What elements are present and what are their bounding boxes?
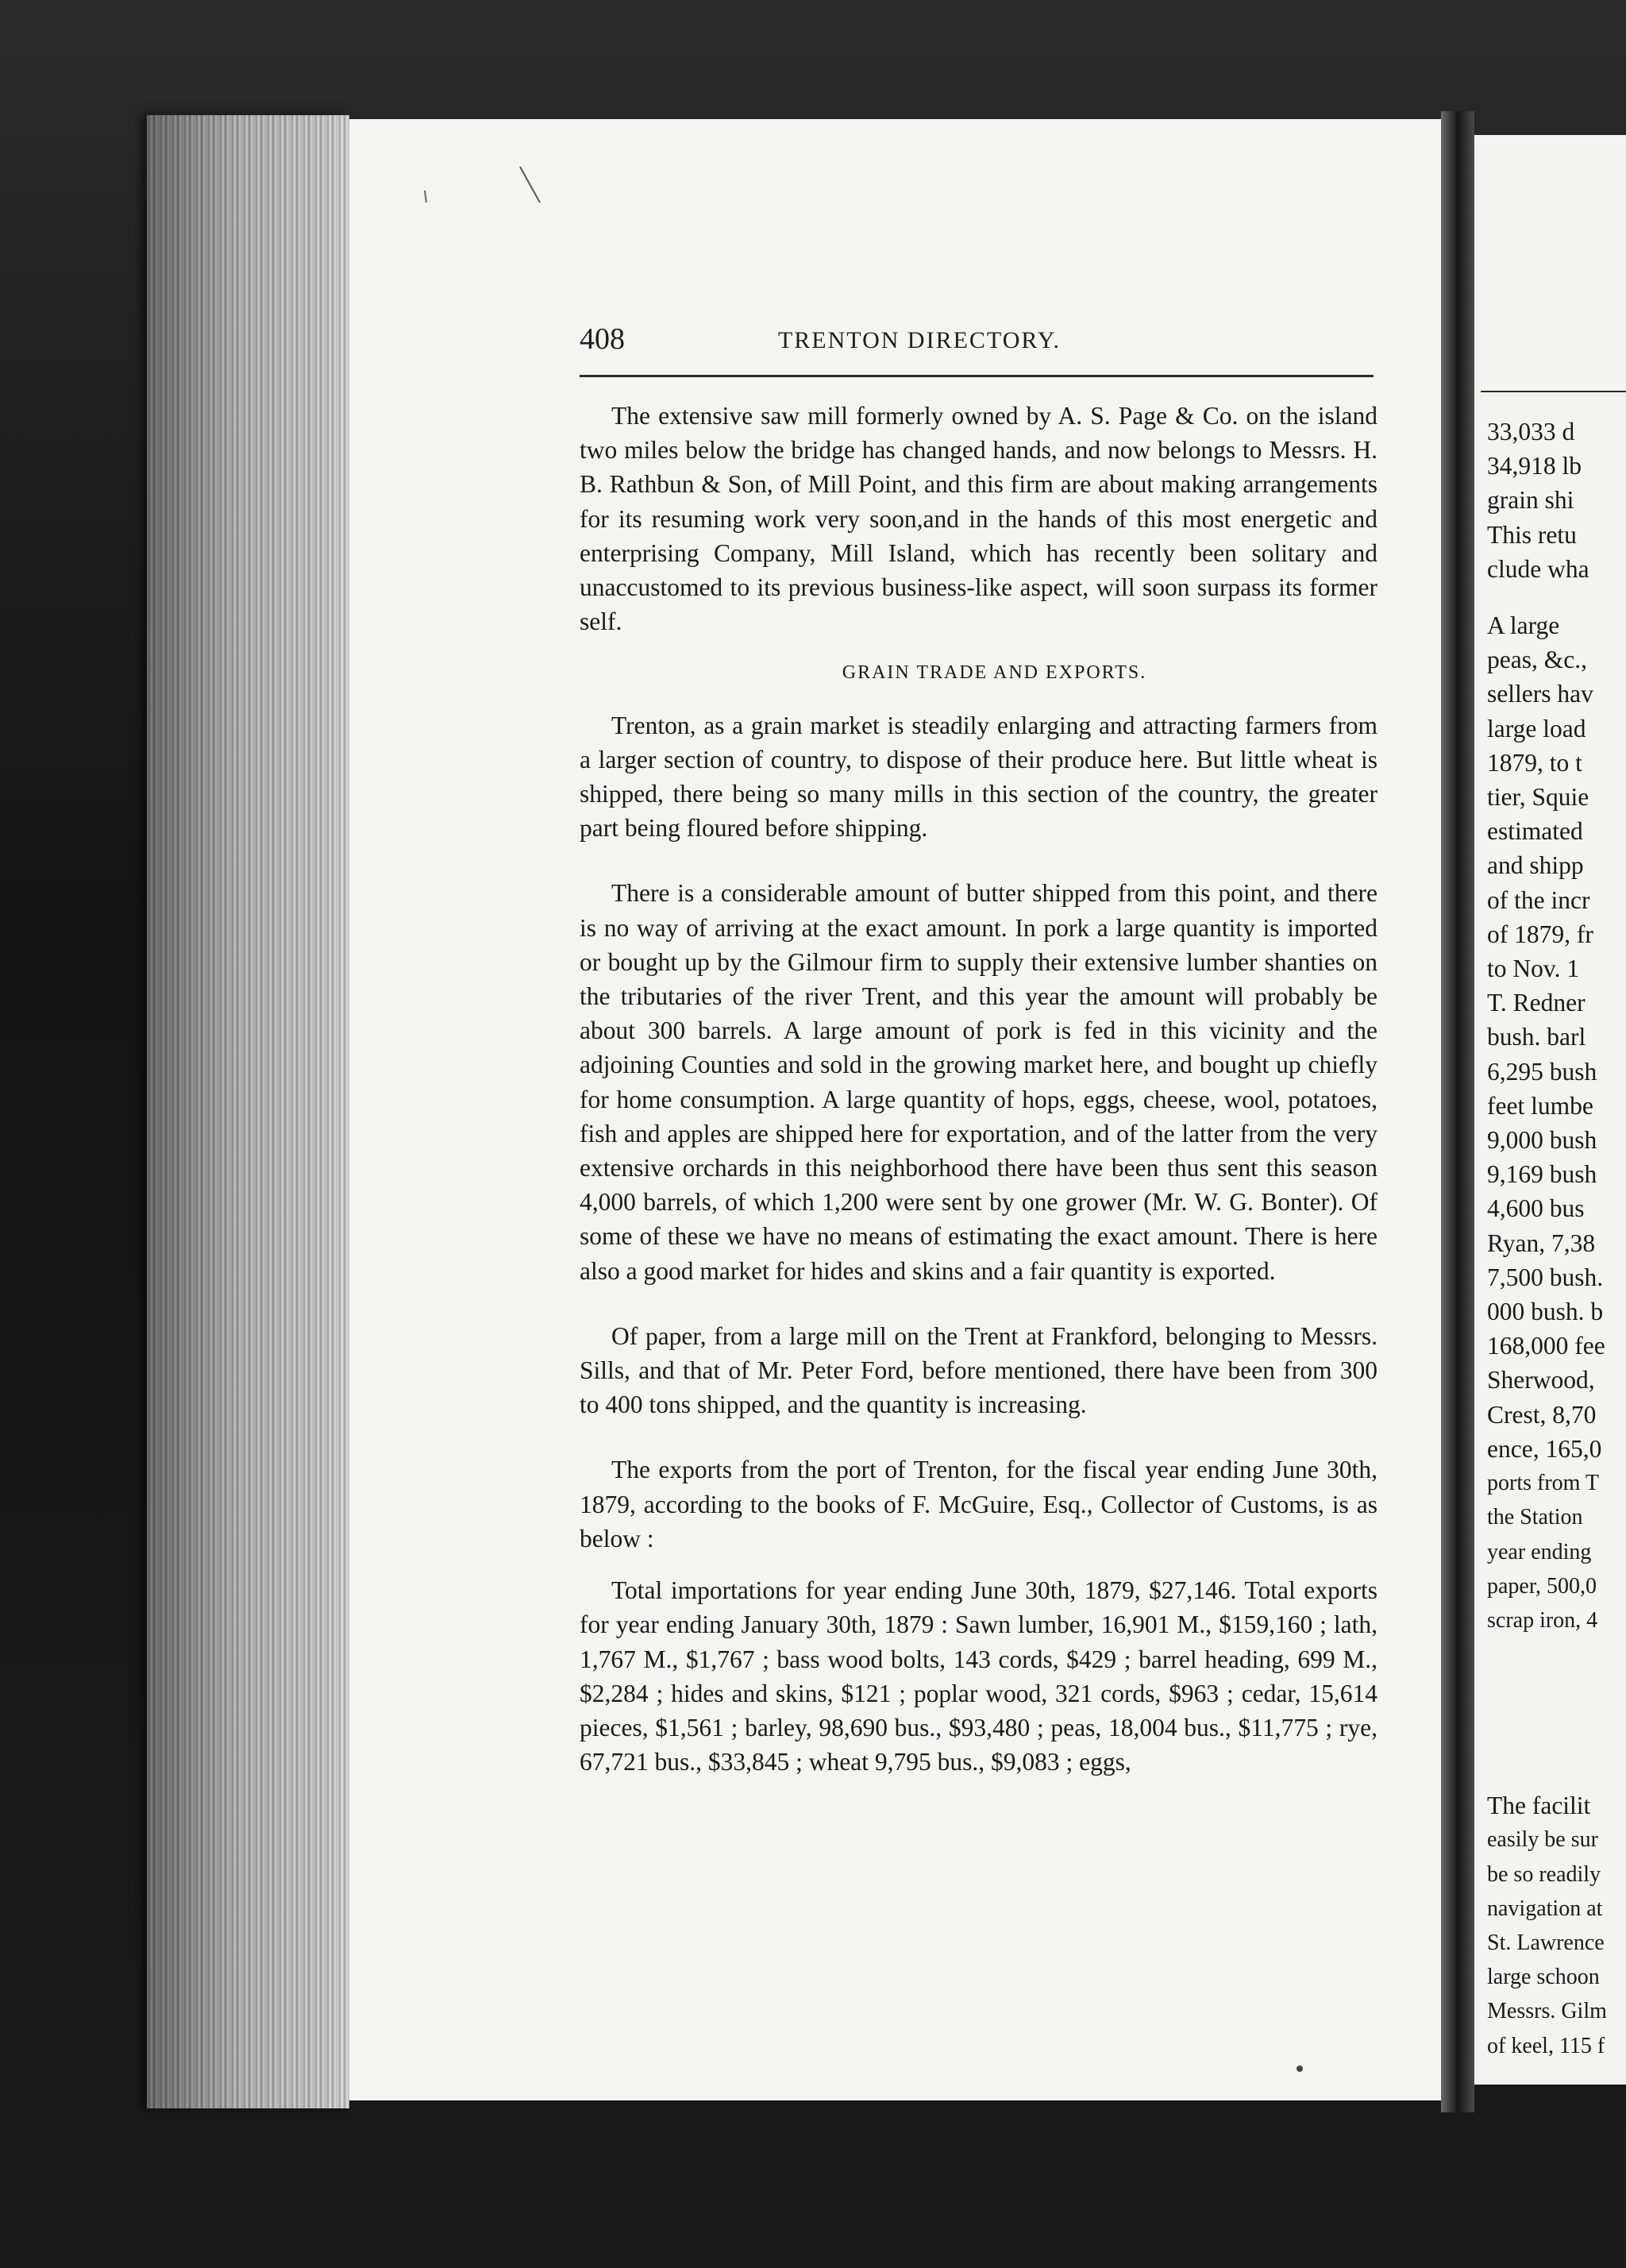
section-heading: GRAIN TRADE AND EXPORTS. [842,662,1147,684]
right-page-line: 6,295 bush [1487,1057,1597,1086]
right-page-line: of 1879, fr [1487,920,1593,948]
book-gutter [1441,111,1474,2112]
running-head-text: TRENTON DIRECTORY. [777,327,1062,353]
running-head [349,327,1445,354]
paragraph-saw-mill: The extensive saw mill formerly owned by A. S. Page & Co. on the island two miles below the bridge has changed hands, and now belongs to Messrs. H. B. Rathbun & Son, of Mill Point, and this firm are about making arrangements for its resuming work very soon,and in the hands of this most energetic and enterprising Company, Mill Island, which has recently been solitary and unaccustomed to its previous business-like aspect, will soon surpass its former self. [580,402,1377,636]
right-page-line: estimated [1487,817,1583,846]
paragraph-grain-market: Trenton, as a grain market is steadily enlarging and attracting farmers from a larger section of country, to dispose of their produce here. But little wheat is shipped, there being so many mills in this section of the country, the greater part being floured before shipping. [580,711,1377,843]
right-page-line: 168,000 fee [1487,1332,1605,1360]
right-page-line: paper, 500,0 [1487,1573,1597,1599]
right-page-line: tier, Squie [1487,783,1589,812]
right-page-line: ports from T [1487,1471,1600,1496]
right-page-line: the Station [1487,1505,1583,1530]
right-page-line: easily be sur [1487,1827,1598,1853]
paragraph-exports-list: Total importations for year ending June 30th, 1879, $27,146. Total exports for year ending January 30th, 1879 : Sawn lumber, 16,901 M., $159,160 ; lath, 1,767 M., $1,767 ; bass wood bolts, 143 cords, $429 ; barrel heading, 699 M., $2,284 ; hides and skins, $121 ; poplar wood, 321 cords, $963 ; cedar, 15,614 pieces, $1,561 ; barley, 98,690 bus., $93,480 ; peas, 18,004 bus., $11,775 ; rye, 67,721 bus., $33,845 ; wheat 9,795 bus., $9,083 ; eggs, [580,1576,1377,1776]
right-page-line: bush. barl [1487,1023,1586,1051]
right-page-line: 7,500 bush. [1487,1263,1604,1291]
paragraph-butter-pork: There is a considerable amount of butter shipped from this point, and there is no way of arriving at the exact amount. In pork a large quantity is imported or bought up by the Gilmour firm to supply their extensive lumber shanties on the tributaries of the river Trent, and this year the amount will probably be about 300 barrels. A large amount of pork is fed in this vicinity and the adjoining Counties and sold in the growing market here, and bought up chiefly for home consumption. A large quantity of hops, eggs, cheese, wool, potatoes, fish and apples are shipped here for exportation, and of the latter from the very extensive orchards in this neighborhood there have been thus sent this season 4,000 barrels, of which 1,200 were sent by one grower (Mr. W. G. Bonter). Of some of these we have no means of estimating the exact amount. There is here also a good market for hides and skins and a fair quantity is exported. [580,879,1377,1285]
right-page-line: peas, &c., [1487,646,1587,674]
paragraph-exports-intro: The exports from the port of Trenton, for the fiscal year ending June 30th, 1879, according to the books of F. McGuire, Esq., Collector of Customs, is as below : [580,1456,1377,1552]
right-page-line: Sherwood, [1487,1366,1595,1394]
right-page-line: A large [1487,611,1560,640]
right-page-line: 34,918 lb [1487,452,1582,480]
right-page-edge [1474,135,1626,2085]
right-page-line: 9,169 bush [1487,1160,1597,1189]
right-page-line: of keel, 115 f [1487,2033,1605,2058]
right-page-line: Ryan, 7,38 [1487,1228,1596,1257]
right-page-line: T. Redner [1487,989,1586,1017]
page-number: 408 [580,322,625,356]
left-page [349,119,1445,2100]
right-page-line: feet lumbe [1487,1091,1593,1120]
right-page-line: ence, 165,0 [1487,1434,1602,1463]
right-page-line: 33,033 d [1487,418,1575,446]
right-page-line: be so readily [1487,1861,1601,1887]
right-page-line: This retu [1487,520,1577,549]
right-page-line: scrap iron, 4 [1487,1607,1598,1633]
right-page-line: 1879, to t [1487,748,1582,777]
right-page-line: of the incr [1487,885,1590,914]
paragraph-paper: Of paper, from a large mill on the Trent at Frankford, belonging to Messrs. Sills, and that of Mr. Peter Ford, before mentioned, there have been from 300 to 400 tons shipped, and the quantity is increasing. [580,1321,1377,1419]
right-page-line: 9,000 bush [1487,1126,1597,1155]
right-page-line: sellers hav [1487,680,1593,708]
right-page-line: The facilit [1487,1792,1591,1820]
right-page-text [1487,415,1626,2063]
right-page-line: large schoon [1487,1965,1600,1990]
page-edges-shadow [147,115,349,2108]
right-page-line: Messrs. Gilm [1487,1999,1607,2024]
right-page-line: St. Lawrence [1487,1930,1605,1955]
right-page-line: 000 bush. b [1487,1298,1604,1326]
body-text [580,399,1377,1779]
right-page-line: clude wha [1487,554,1589,583]
right-page-line: grain shi [1487,486,1574,515]
right-page-header-rule [1481,391,1626,392]
right-page-line: to Nov. 1 [1487,955,1580,983]
right-page-line: navigation at [1487,1896,1603,1921]
right-page-line: year ending [1487,1539,1592,1564]
right-page-line: 4,600 bus [1487,1194,1585,1223]
right-page-line: Crest, 8,70 [1487,1400,1597,1429]
header-rule [580,375,1374,377]
right-page-line: and shipp [1487,851,1584,880]
right-page-line: large load [1487,714,1586,742]
